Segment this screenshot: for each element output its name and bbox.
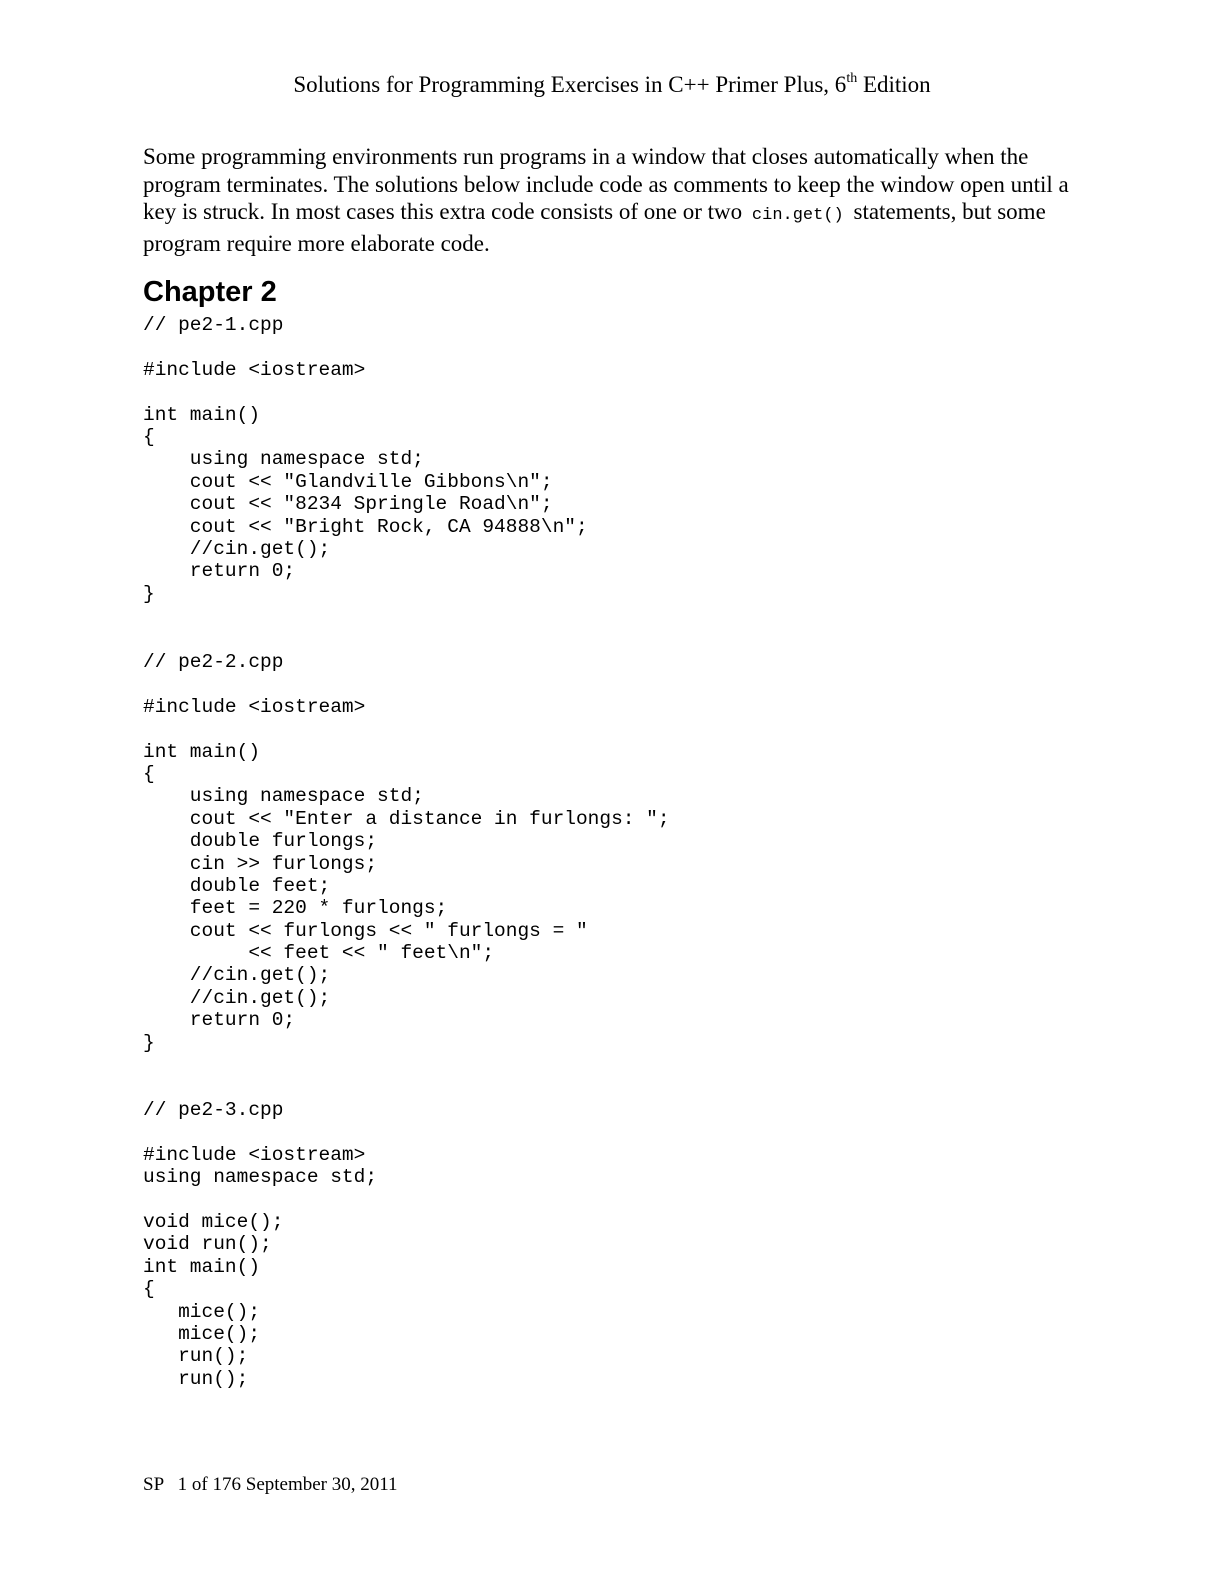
code-line: { xyxy=(143,1278,155,1301)
code-line: mice(); xyxy=(143,1300,261,1323)
code-line: cout << "Glandville Gibbons\n"; xyxy=(143,470,553,493)
code-line xyxy=(143,673,670,695)
code-line: void run(); xyxy=(143,1233,272,1256)
page-header xyxy=(0,70,1224,100)
code-line: cout << "8234 Springle Road\n"; xyxy=(143,493,553,516)
code-line: double feet; xyxy=(143,874,331,897)
intro-text-before: Some programming environments run programs in a window that closes automatically when the program terminates. The solutions below include code as comments to keep the window open until a key is struck. In most cases this extra code consists of one or two xyxy=(143,144,1069,224)
code-line: using namespace std; xyxy=(143,1166,378,1189)
code-line: void mice(); xyxy=(143,1210,284,1233)
code-line xyxy=(143,381,588,403)
code-line: feet = 220 * furlongs; xyxy=(143,897,448,920)
code-line: return 0; xyxy=(143,560,296,583)
intro-inline-code: cin.get() xyxy=(751,206,844,225)
code-line: << feet << " feet\n"; xyxy=(143,942,495,965)
code-line: //cin.get(); xyxy=(143,986,331,1009)
code-line: int main() xyxy=(143,740,261,763)
code-line xyxy=(143,1121,377,1143)
intro-paragraph xyxy=(143,143,1073,257)
code-line: cout << "Bright Rock, CA 94888\n"; xyxy=(143,515,588,538)
code-line: //cin.get(); xyxy=(143,964,331,987)
code-line xyxy=(143,1189,377,1211)
code-line: } xyxy=(143,582,155,605)
header-title: Solutions for Programming Exercises in C++ Primer Plus, 6 xyxy=(293,72,847,97)
code-listing-pe2-3 xyxy=(143,1099,377,1390)
code-listing-pe2-1 xyxy=(143,314,588,605)
code-line: using namespace std; xyxy=(143,785,424,808)
intro-text-after: statements, but some program require more elaborate code. xyxy=(143,199,1046,256)
code-line: //cin.get(); xyxy=(143,537,331,560)
code-line: // pe2-2.cpp xyxy=(143,651,284,673)
code-line: cout << furlongs << " furlongs = " xyxy=(143,919,588,942)
header-title-end: Edition xyxy=(857,72,931,97)
code-line: run(); xyxy=(143,1367,249,1390)
code-line: { xyxy=(143,425,155,448)
code-line: #include <iostream> xyxy=(143,358,366,381)
code-line: } xyxy=(143,1031,155,1054)
code-line: using namespace std; xyxy=(143,448,424,471)
code-line: cin >> furlongs; xyxy=(143,852,378,875)
chapter-heading: Chapter 2 xyxy=(143,276,277,308)
code-line: cout << "Enter a distance in furlongs: "; xyxy=(143,807,670,830)
code-line: mice(); xyxy=(143,1322,261,1345)
code-listing-pe2-2 xyxy=(143,651,670,1054)
code-line: return 0; xyxy=(143,1009,296,1032)
code-line: { xyxy=(143,762,155,785)
code-line: // pe2-1.cpp xyxy=(143,314,284,336)
code-line: double furlongs; xyxy=(143,830,378,853)
page-footer: SP 1 of 176 September 30, 2011 xyxy=(143,1474,398,1495)
code-line xyxy=(143,336,588,358)
code-line: #include <iostream> xyxy=(143,1143,366,1166)
code-line xyxy=(143,718,670,740)
code-line: int main() xyxy=(143,1255,261,1278)
header-title-superscript: th xyxy=(846,71,858,86)
code-line: int main() xyxy=(143,403,261,426)
code-line: run(); xyxy=(143,1345,249,1368)
code-line: // pe2-3.cpp xyxy=(143,1099,284,1121)
code-line: #include <iostream> xyxy=(143,695,366,718)
